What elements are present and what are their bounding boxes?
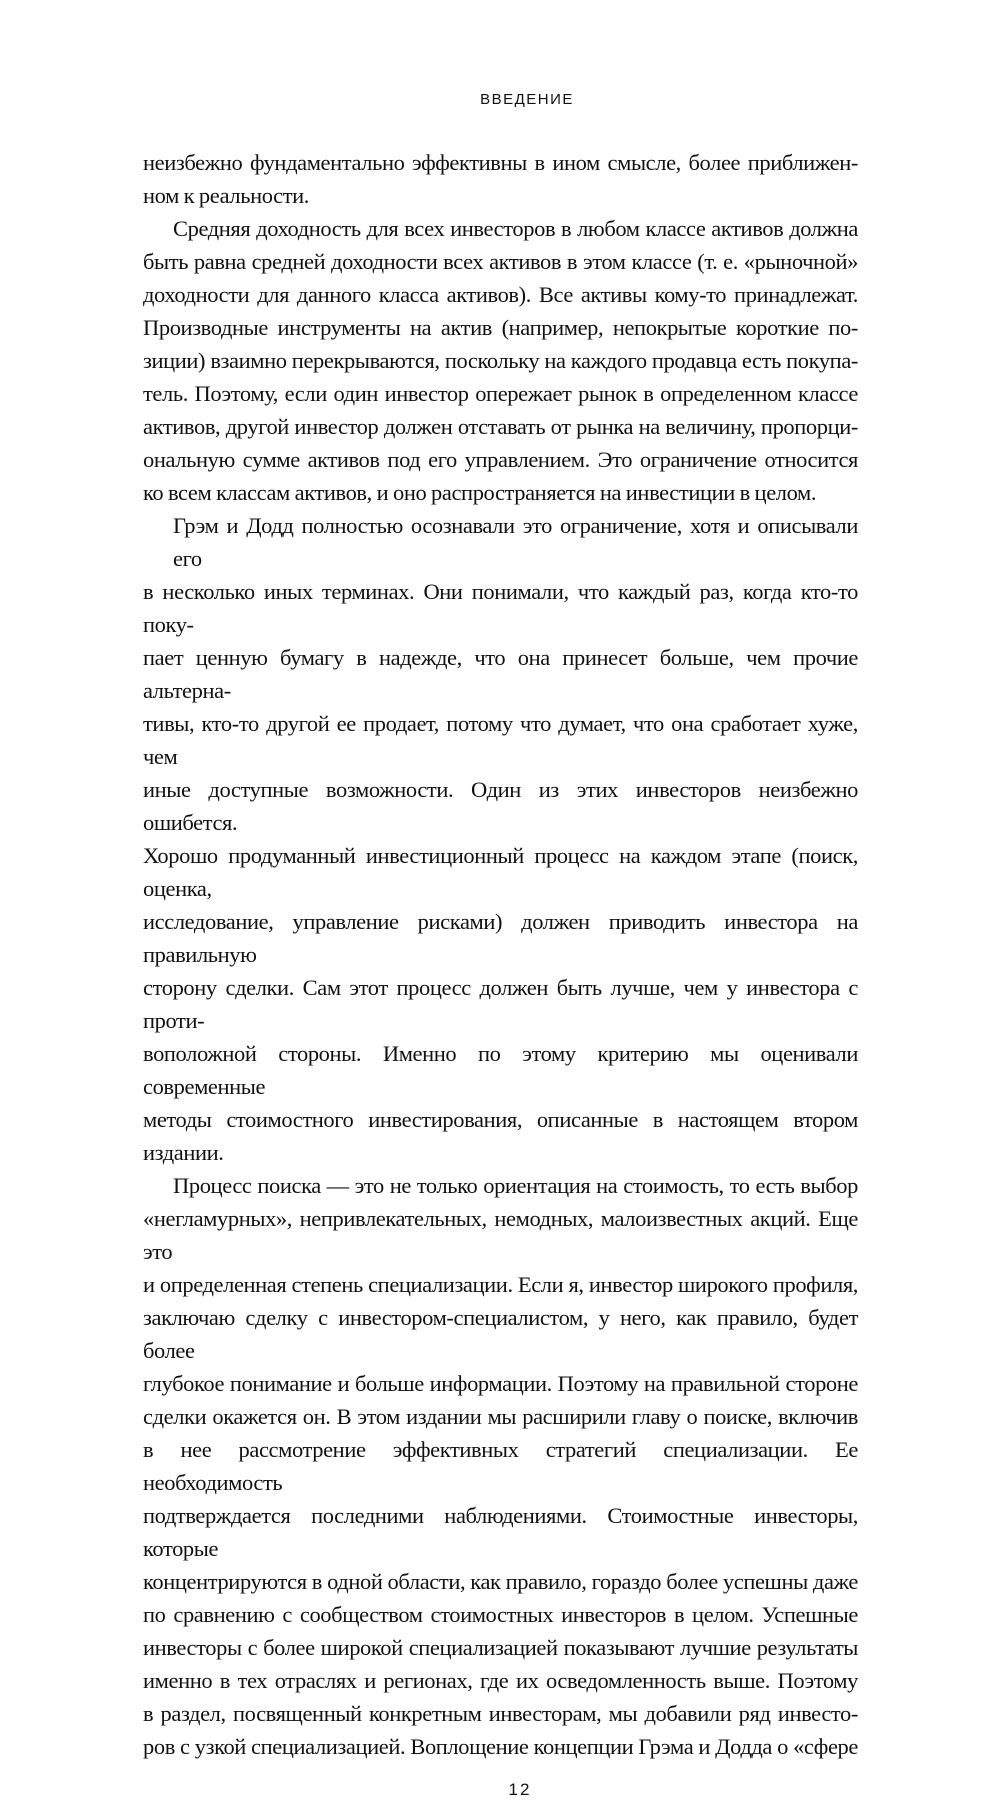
text-line: Грэм и Додд полностью осознавали это ограничение, хотя и описывали его: [173, 513, 858, 571]
text-line: «негламурных», непривлекательных, немодных, малоизвестных акций. Еще это: [143, 1206, 858, 1264]
text-line: исследование, управление рисками) должен приводить инвестора на правильную: [143, 909, 858, 967]
text-line: активов, другой инвестор должен отставать от рынка на величину, пропорци-: [143, 414, 858, 439]
text-line: зиции) взаимно перекрываются, поскольку на каждого продавца есть покупа-: [143, 348, 858, 373]
text-line: ном к реальности.: [143, 183, 310, 208]
text-line: сторону сделки. Сам этот процесс должен быть лучше, чем у инвестора с проти-: [143, 975, 858, 1033]
text-line: в нее рассмотрение эффективных стратегий специализации. Ее необходимость: [143, 1437, 858, 1495]
text-line: подтверждается последними наблюдениями. Стоимостные инвесторы, которые: [143, 1503, 858, 1561]
text-line: ров с узкой специализацией. Воплощение концепции Грэма и Додда о «сфере: [143, 1734, 858, 1759]
text-line: неизбежно фундаментально эффективны в ином смысле, более приближен-: [143, 150, 858, 175]
text-line: глубокое понимание и больше информации. Поэтому на правильной стороне: [143, 1371, 858, 1396]
text-line: тель. Поэтому, если один инвестор опережает рынок в определенном классе: [143, 381, 858, 406]
text-line: воположной стороны. Именно по этому критерию мы оценивали современные: [143, 1041, 858, 1099]
paragraph: [143, 212, 858, 509]
text-line: сделки окажется он. В этом издании мы расширили главу о поиске, включив: [143, 1404, 858, 1429]
text-line: тивы, кто-то другой ее продает, потому что думает, что она сработает хуже, чем: [143, 711, 858, 769]
paragraph: [143, 509, 858, 1169]
paragraph: [143, 146, 858, 212]
text-line: концентрируются в одной области, как правило, гораздо более успешны даже: [143, 1569, 858, 1594]
text-line: заключаю сделку с инвестором-специалистом, у него, как правило, будет более: [143, 1305, 858, 1363]
text-line: в раздел, посвященный конкретным инвесторам, мы добавили ряд инвесто-: [143, 1701, 858, 1726]
page-number: 12: [508, 1780, 532, 1799]
paragraph: [143, 1169, 858, 1763]
text-line: и определенная степень специализации. Если я, инвестор широкого профиля,: [143, 1272, 858, 1297]
text-line: Средняя доходность для всех инвесторов в любом классе активов должна: [173, 216, 858, 241]
text-line: ко всем классам активов, и оно распространяется на инвестиции в целом.: [143, 480, 817, 505]
text-line: инвесторы с более широкой специализацией показывают лучшие результаты: [143, 1635, 858, 1660]
text-line: в несколько иных терминах. Они понимали, что каждый раз, когда кто-то поку-: [143, 579, 858, 637]
text-line: иные доступные возможности. Один из этих инвесторов неизбежно ошибется.: [143, 777, 858, 835]
text-line: быть равна средней доходности всех активов в этом классе (т. е. «рыночной»: [143, 249, 858, 274]
text-line: именно в тех отраслях и регионах, где их осведомленность выше. Поэтому: [143, 1668, 858, 1693]
text-line: ональную сумме активов под его управлением. Это ограничение относится: [143, 447, 858, 472]
text-line: по сравнению с сообществом стоимостных инвесторов в целом. Успешные: [143, 1602, 858, 1627]
running-head: ВВЕДЕНИЕ: [480, 91, 574, 108]
text-line: Производные инструменты на актив (например, непокрытые короткие по-: [143, 315, 858, 340]
body-text: [143, 146, 858, 1763]
text-line: методы стоимостного инвестирования, описанные в настоящем втором издании.: [143, 1107, 858, 1165]
text-line: пает ценную бумагу в надежде, что она принесет больше, чем прочие альтерна-: [143, 645, 858, 703]
text-line: Процесс поиска — это не только ориентация на стоимость, то есть выбор: [173, 1173, 858, 1198]
text-line: доходности для данного класса активов). Все активы кому-то принадлежат.: [143, 282, 858, 307]
text-line: Хорошо продуманный инвестиционный процесс на каждом этапе (поиск, оценка,: [143, 843, 858, 901]
